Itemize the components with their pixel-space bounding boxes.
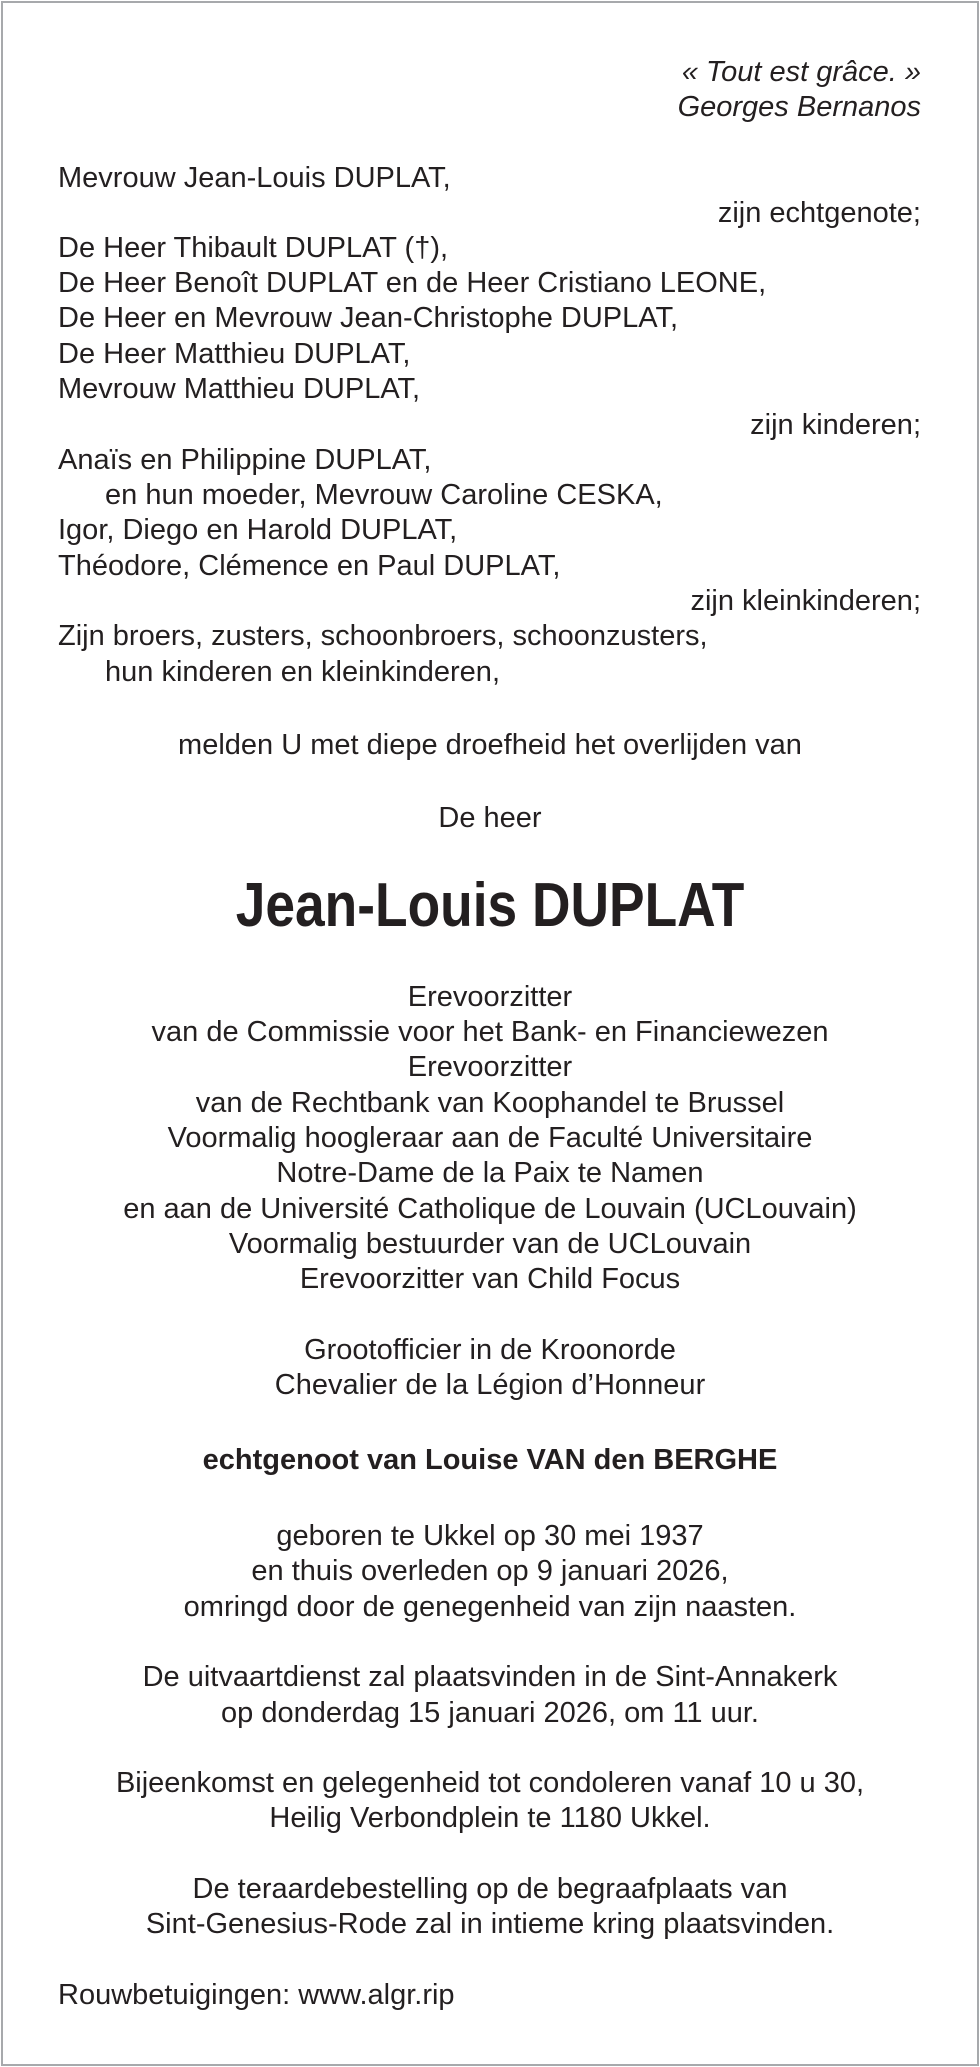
child-line: De Heer Benoît DUPLAT en de Heer Cristiano LEONE,	[58, 267, 767, 299]
title-line: Erevoorzitter	[407, 981, 573, 1013]
life-line: en thuis overleden op 9 januari 2026,	[251, 1555, 729, 1587]
salutation: De heer	[438, 802, 542, 834]
title-line: van de Commissie voor het Bank- en Financiewezen	[151, 1016, 829, 1048]
burial-line: De teraardebestelling op de begraafplaats van	[192, 1873, 788, 1905]
burial-line: Sint-Genesius-Rode zal in intieme kring plaatsvinden.	[145, 1908, 835, 1940]
condolences-line: Rouwbetuigingen: www.algr.rip	[58, 1979, 455, 2011]
announcement: melden U met diepe droefheid het overlijden van	[178, 729, 802, 761]
title-line: en aan de Université Catholique de Louvain (UCLouvain)	[123, 1193, 857, 1225]
child-line: De Heer Matthieu DUPLAT,	[58, 338, 411, 370]
grandchild-line: Igor, Diego en Harold DUPLAT,	[58, 514, 458, 546]
siblings-line: Zijn broers, zusters, schoonbroers, schoonzusters,	[58, 620, 708, 652]
grandchild-line: Anaïs en Philippine DUPLAT,	[58, 444, 432, 476]
grandchild-line: Théodore, Clémence en Paul DUPLAT,	[58, 550, 561, 582]
quote-author: Georges Bernanos	[677, 91, 921, 123]
life-line: geboren te Ukkel op 30 mei 1937	[276, 1520, 704, 1552]
funeral-line: De uitvaartdienst zal plaatsvinden in de Sint-Annakerk	[142, 1661, 838, 1693]
grandchildren-role: zijn kleinkinderen;	[690, 585, 921, 617]
title-line: Voormalig bestuurder van de UCLouvain	[228, 1228, 752, 1260]
child-line: Mevrouw Matthieu DUPLAT,	[58, 373, 421, 405]
title-line: Notre-Dame de la Paix te Namen	[276, 1157, 704, 1189]
gathering-line: Bijeenkomst en gelegenheid tot condoleren vanaf 10 u 30,	[115, 1767, 865, 1799]
title-line: Voormalig hoogleraar aan de Faculté Universitaire	[167, 1122, 813, 1154]
spouse-name: Mevrouw Jean-Louis DUPLAT,	[58, 162, 451, 194]
child-line: De Heer Thibault DUPLAT (†),	[58, 232, 449, 264]
honour-line: Chevalier de la Légion d’Honneur	[274, 1369, 706, 1401]
title-line: Erevoorzitter van Child Focus	[299, 1263, 681, 1295]
title-line: van de Rechtbank van Koophandel te Brussel	[195, 1087, 785, 1119]
quote-text: « Tout est grâce. »	[681, 56, 921, 88]
spouse-role: zijn echtgenote;	[717, 197, 921, 229]
gathering-line: Heilig Verbondplein te 1180 Ukkel.	[269, 1802, 711, 1834]
title-line: Erevoorzitter	[407, 1051, 573, 1083]
children-role: zijn kinderen;	[750, 409, 921, 441]
funeral-line: op donderdag 15 januari 2026, om 11 uur.	[221, 1697, 759, 1729]
grandchild-line: en hun moeder, Mevrouw Caroline CESKA,	[105, 479, 663, 511]
deceased-name: Jean-Louis DUPLAT	[235, 871, 745, 940]
spouse-line: echtgenoot van Louise VAN den BERGHE	[202, 1444, 778, 1476]
honour-line: Grootofficier in de Kroonorde	[304, 1334, 676, 1366]
siblings-line: hun kinderen en kleinkinderen,	[105, 656, 500, 688]
life-line: omringd door de genegenheid van zijn naasten.	[183, 1591, 797, 1623]
child-line: De Heer en Mevrouw Jean-Christophe DUPLAT,	[58, 302, 679, 334]
